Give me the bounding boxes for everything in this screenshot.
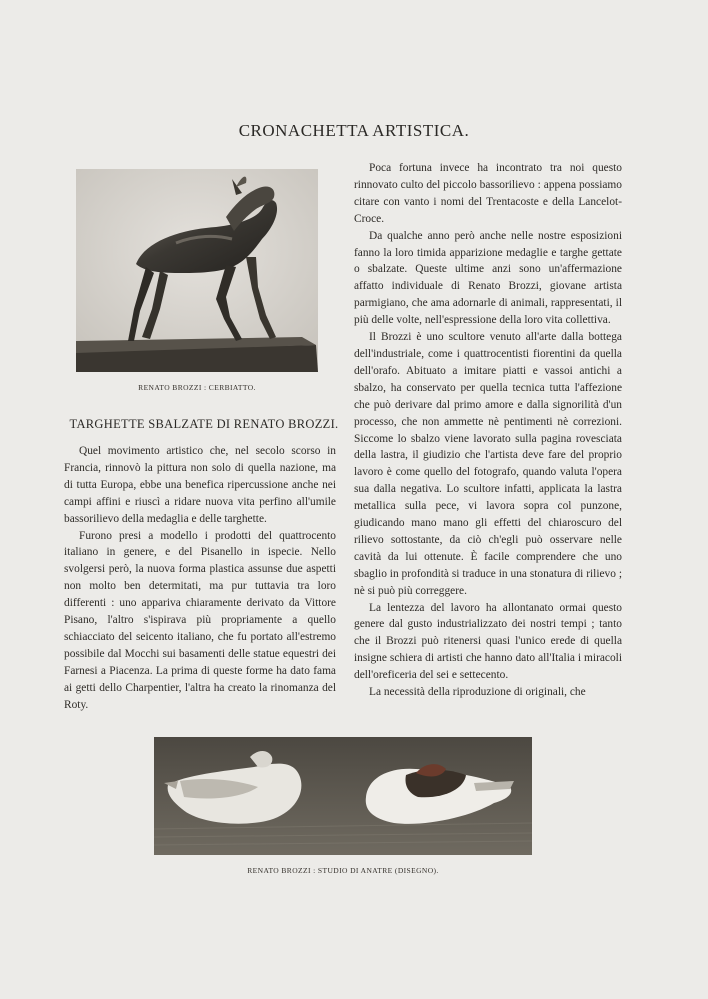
deer-sculpture-photo-icon [76,169,318,372]
ducks-figure-caption: RENATO BROZZI : STUDIO DI ANATRE (DISEGNO). [247,866,439,875]
paragraph: Da qualche anno però anche nelle nostre esposizioni fanno la loro timida apparizione medaglie e targhe gettate o sbalzate. Queste ultime anzi sono un'affermazione affatto individuale di Renato Brozzi, giovane artista parmigiano, che ama adornarle di animali, rappresentati, il più delle volte, nell'espressione della loro vita collettiva. [354,229,622,327]
ducks-drawing-photo-icon [154,737,532,855]
paragraph: Furono presi a modello i prodotti del quattrocento italiano in genere, e del Pisanello in ispecie. Nello svolgersi però, la nuova forma plastica assunse due aspetti non molto ben determitati, ma pur tuttavia tra loro differenti : uno appariva chiaramente derivato da Vittore Pisano, l'altro s'ispirava più propriamente a quello schiacciato del seicento italiano, che fu portato all'estremo possibile dal Mocchi sui basamenti delle statue equestri dei Farnesi a Piacenza. La prima di queste forme ha dato fama ai getti dello Charpentier, l'altra ha creato la rinomanza del Roty. [64,529,336,711]
paragraph: Quel movimento artistico che, nel secolo scorso in Francia, rinnovò la pittura non solo di quella nazione, ma di tutta Europa, ebbe una benefica ripercussione anche nei campi affini e riuscì a ridare nuova vita perfino all'umile bassorilievo della medaglia e delle targhette. [64,445,336,525]
paragraph: Poca fortuna invece ha incontrato tra noi questo rinnovato culto del piccolo bassorilievo : appena possiamo citare con vanto i nomi del Trentacoste e della Lancelot-Croce. [354,162,622,225]
section-heading: TARGHETTE SBALZATE DI RENATO BROZZI. [69,417,339,431]
paragraph: La necessità della riproduzione di originali, che [369,686,586,699]
paragraph: Il Brozzi è uno scultore venuto all'arte dalla bottega dell'industriale, come i quattrocentisti fiorentini da quella dell'orafo. Abituato a imitare piatti e vassoi antichi a sbalzo, ha conservato per quella tecnica tutta l'affezione che può derivare dal primo amore e dalla signorilità d'un processo, che non ammette nè pentimenti nè correzioni. Siccome lo sbalzo viene lavorato sulla pagina rovesciata della lastra, il giudizio che l'artista deve fare del proprio lavoro è come quello del fotografo, quando valuta l'opera sua dalla negativa. Lo scultore infatti, applicata la lastra metallica sulla pece, vi lavora sopra col punzone, giudicando mano mano gli effetti del chiaroscuro del rilievo sottostante, da ciò ch'egli può osservare nelle cavità da lui ottenute. È facile comprendere che uno sbaglio in profondità si traduce in una stonatura di rilievo ; nè si può più correggere. [354,331,622,597]
paragraph: La lentezza del lavoro ha allontanato ormai questo genere dal gusto industrializzato dei nostri tempi ; tanto che il Brozzi può ritenersi quasi l'unico erede di quella insigne schiera di artisti che hanno dato all'Italia i miracoli dell'oreficeria del sei e settecento. [354,601,622,682]
right-text-column [354,160,622,701]
page-title: CRONACHETTA ARTISTICA. [238,121,470,140]
deer-figure-caption: RENATO BROZZI : CERBIATTO. [138,383,256,392]
left-text-column [64,443,336,714]
